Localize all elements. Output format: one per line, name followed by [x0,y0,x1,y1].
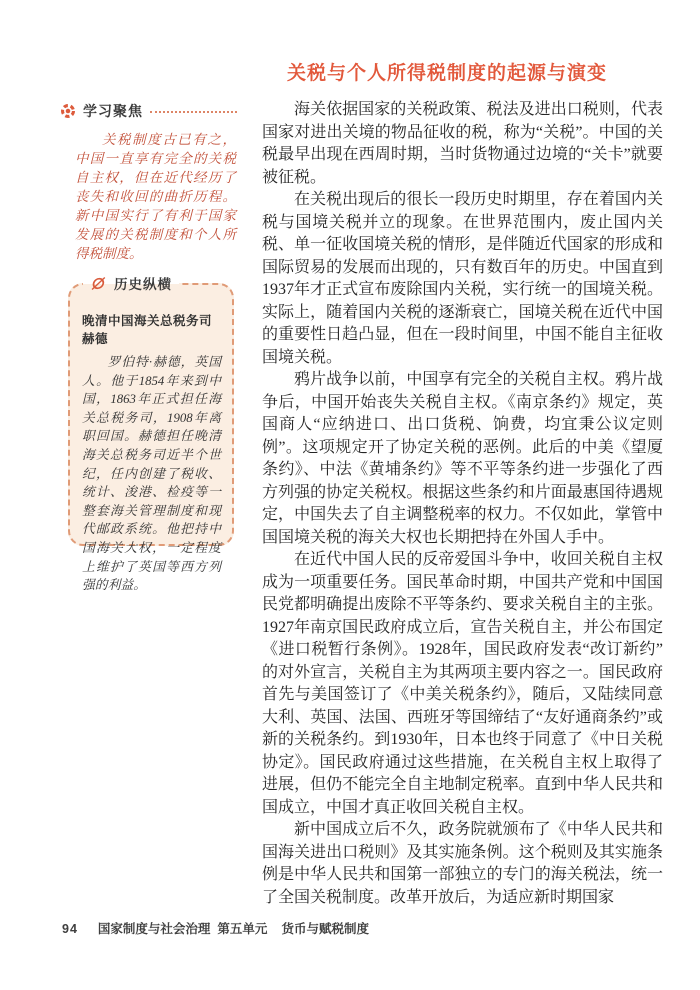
history-sidelight-label: 历史纵横 [114,277,172,292]
learning-focus-box [60,101,237,263]
page-number: 94 [62,922,78,936]
learning-focus-header [60,101,237,121]
slashed-circle-icon [90,275,107,292]
page-footer [62,919,369,937]
footer-unit-topic: 货币与赋税制度 [281,922,369,936]
target-icon [60,103,76,119]
body-paragraph: 在关税出现后的很长一段历史时期里，存在着国内关税与国境关税并立的现象。在世界范围内，废止国内关税、单一征收国境关税的情形，是伴随近代国家的形成和国际贸易的发展而出现的，只有数百年的历史。中国直到1937年才正式宣布废除国内关税，实行统一的国境关税。实际上，随着国内关税的逐渐衰亡，国境关税在近代中国的重要性日趋凸显，但在一段时间里，中国不能自主征收国境关税。 [262,191,663,366]
history-box-text: 罗伯特·赫德，英国人。他于1854年来到中国，1863年正式担任海关总税务司，1908年离职回国。赫德担任晚清海关总税务司近半个世纪，任内创建了税收、统计、浚港、检疫等一整套海关管理制度和现代邮政系统。他把持中国海关大权，一定程度上维护了英国等西方列强的利益。 [82,355,221,593]
lesson-heading: 关税与个人所得税制度的起源与演变 [287,63,608,84]
body-paragraph: 在近代中国人民的反帝爱国斗争中，收回关税自主权成为一项重要任务。国民革命时期，中国共产党和中国国民党都明确提出废除不平等条约、要求关税自主的主张。1927年南京国民政府成立后，宣告关税自主，并公布国定《进口税暂行条例》。1928年，国民政府发表“改订新约”的对外宣言，关税自主为其两项主要内容之一。国民政府首先与美国签订了《中美关税条约》，随后，又陆续同意大利、英国、法国、西班牙等国缔结了“友好通商条约”或新的关税条约。到1930年，日本也终于同意了《中日关税协定》。国民政府通过这些措施，在关税自主权上取得了进展，但仍不能完全自主地制定税率。直到中华人民共和国成立，中国才真正收回关税自主权。 [262,551,663,816]
lesson-main-column [262,58,663,909]
footer-book-title: 国家制度与社会治理 [97,922,211,936]
history-box-title: 晚清中国海关总税务司赫德 [82,314,213,346]
lesson-body [262,99,663,909]
history-sidelight-box [68,277,234,593]
dotted-divider [150,111,237,113]
body-paragraph: 海关依据国家的关税政策、税法及进出口税则，代表国家对进出关境的物品征收的税，称为“关税”。中国的关税最早出现在西周时期，当时货物通过边境的“关卡”就要被征税。 [262,101,663,186]
body-paragraph: 新中国成立后不久，政务院就颁布了《中华人民共和国海关进出口税则》及其实施条例。这个税则及其实施条例是中华人民共和国第一部独立的专门的海关税法，统一了全国关税制度。改革开放后，为适应新时期国家 [262,821,663,906]
body-paragraph: 鸦片战争以前，中国享有完全的关税自主权。鸦片战争后，中国开始丧失关税自主权。《南京条约》规定，英国商人“应纳进口、出口货税、饷费，均宜秉公议定则例”。这项规定开了协定关税的恶例。此后的中美《望厦条约》、中法《黄埔条约》等不平等条约进一步强化了西方列强的协定关税权。根据这些条约和片面最惠国待遇规定，中国失去了自主调整税率的权力。不仅如此，掌管中国国境关税的海关大权也长期把持在外国人手中。 [262,371,663,546]
learning-focus-label: 学习聚焦 [83,103,143,119]
learning-focus-text: 关税制度古已有之，中国一直享有完全的关税自主权，但在近代经历了丧失和收回的曲折历程。新中国实行了有利于国家发展的关税制度和个人所得税制度。 [75,132,236,261]
footer-unit: 第五单元 [217,922,268,936]
history-sidelight-header [83,273,179,293]
